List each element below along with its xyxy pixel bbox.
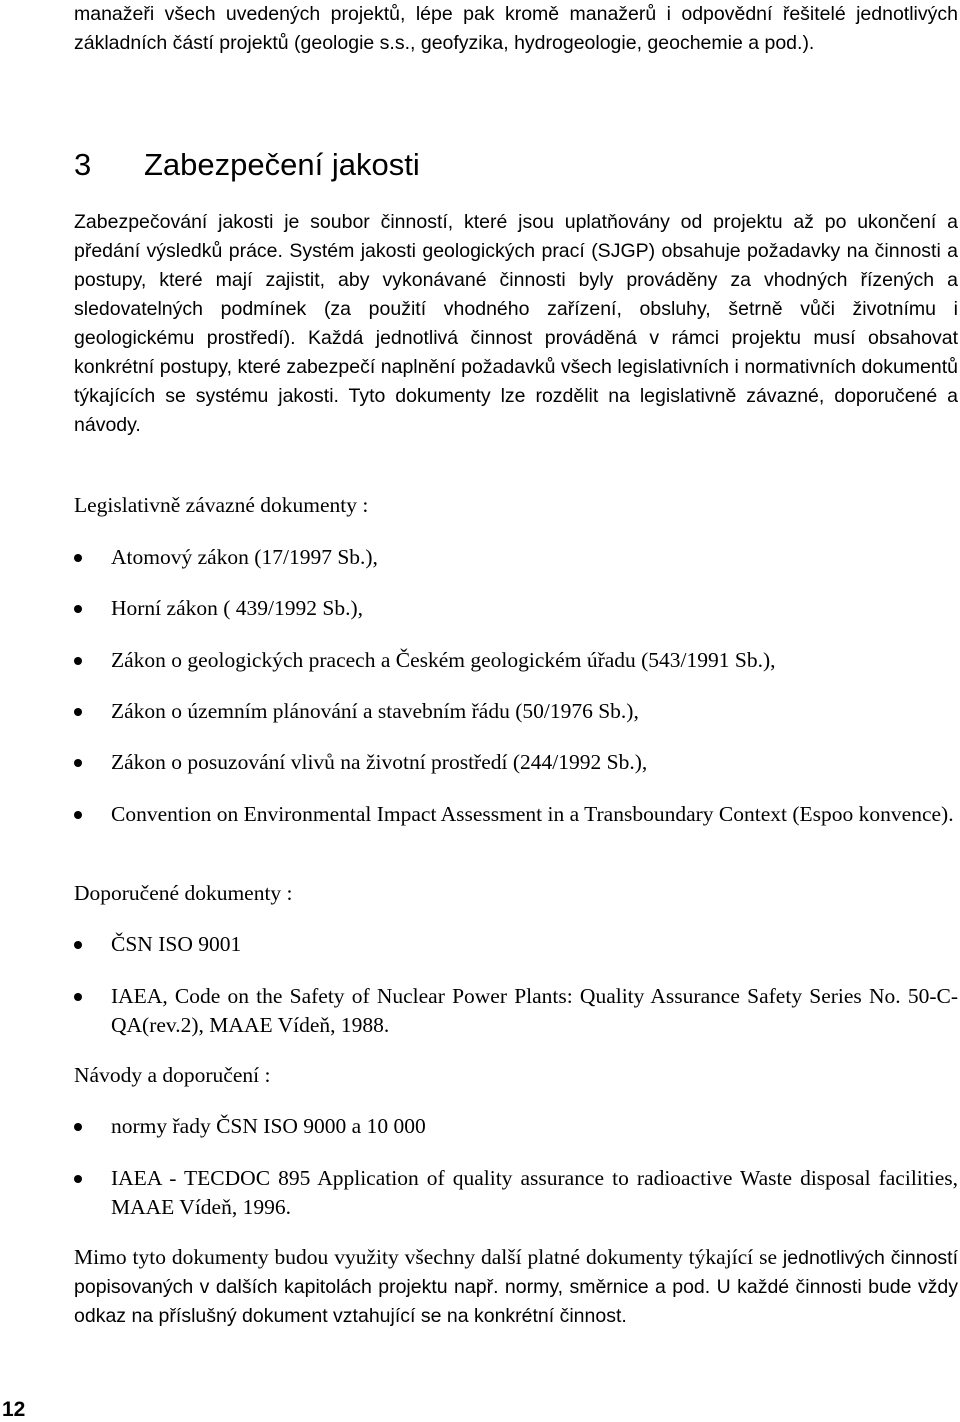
list-item-text: Zákon o územním plánování a stavebním řádu (50/1976 Sb.), <box>111 699 639 723</box>
list-item-text: ČSN ISO 9001 <box>111 932 242 956</box>
list-item <box>74 982 958 1040</box>
list-item-text: IAEA - TECDOC 895 Application of quality assurance to radioactive Waste disposal facilities, MAAE Vídeň, 1996. <box>111 1166 958 1219</box>
list-item-text: normy řady ČSN ISO 9000 a 10 000 <box>111 1114 426 1138</box>
bullet-icon <box>74 554 82 562</box>
list-item <box>74 1112 958 1141</box>
bullet-icon <box>74 811 82 819</box>
bullet-icon <box>74 993 82 1001</box>
list-item <box>74 930 958 959</box>
list-item <box>74 594 958 623</box>
guides-heading: Návody a doporučení : <box>74 1063 271 1087</box>
intro-paragraph-text: manažeři všech uvedených projektů, lépe pak kromě manažerů i odpovědní řešitelé jednotlivých základních částí projektů (geologie s.s., geofyzika, hydrogeologie, geochemie a pod.). <box>74 3 958 54</box>
list-item <box>74 646 958 675</box>
list-item-text: Zákon o geologických pracech a Českém geologickém úřadu (543/1991 Sb.), <box>111 648 776 672</box>
list-item-text: Convention on Environmental Impact Assessment in a Transboundary Context (Espoo konvence). <box>111 802 954 826</box>
bullet-icon <box>74 1123 82 1131</box>
section-title-text: Zabezpečení jakosti <box>144 147 420 182</box>
bullet-icon <box>74 657 82 665</box>
main-paragraph-part1: Zabezpečování jakosti je soubor činností, které jsou uplatňovány od projektu až po ukončení a předání výsledků práce. <box>74 211 958 262</box>
list-item <box>74 543 958 572</box>
section-title <box>74 145 958 185</box>
main-paragraph <box>74 208 958 440</box>
list-item <box>74 800 958 829</box>
intro-paragraph <box>74 0 958 58</box>
bullet-icon <box>74 708 82 716</box>
list-item-text: Zákon o posuzování vlivů na životní prostředí (244/1992 Sb.), <box>111 750 648 774</box>
bullet-icon <box>74 605 82 613</box>
list-item-text: Horní zákon ( 439/1992 Sb.), <box>111 596 363 620</box>
list-item-text: Atomový zákon (17/1997 Sb.), <box>111 545 378 569</box>
list-item <box>74 697 958 726</box>
section-number: 3 <box>74 147 92 182</box>
closing-paragraph-part1: Mimo tyto dokumenty budou využity všechny další platné dokumenty týkající se <box>74 1245 783 1269</box>
bullet-icon <box>74 941 82 949</box>
recommended-heading: Doporučené dokumenty : <box>74 881 293 905</box>
list-item <box>74 748 958 777</box>
main-paragraph-part2: Systém jakosti geologických prací (SJGP) obsahuje požadavky na činnosti a postupy, které mají zajistit, aby vykonávané činnosti byly prováděny za vhodných řízených a sledovatelných podmínek (za použití vhodného zařízení, obsluhy, šetrně vůči životnímu i geologickému prostředí). <box>74 240 959 349</box>
bullet-icon <box>74 759 82 767</box>
legislative-heading: Legislativně závazné dokumenty : <box>74 493 369 517</box>
main-paragraph-part3: Každá jednotlivá činnost prováděná v rámci projektu musí obsahovat konkrétní postupy, které zabezpečí naplnění požadavků všech legislativních i normativních dokumentů týkajících se systému jakosti. Tyto dokumenty lze rozdělit na legislativně závazné, doporučené a návody. <box>74 327 959 436</box>
section-heading <box>74 145 958 185</box>
list-item-text: IAEA, Code on the Safety of Nuclear Power Plants: Quality Assurance Safety Series No. 50-C-QA(rev.2), MAAE Vídeň, 1988. <box>111 984 958 1037</box>
closing-paragraph <box>74 1243 958 1331</box>
bullet-icon <box>74 1175 82 1183</box>
page-number: 12 <box>2 1398 26 1421</box>
closing-paragraph-part2: jednotlivých činností popisovaných v dalších kapitolách projektu např. normy, směrnice a pod. U každé činnosti bude vždy odkaz na příslušný dokument vztahující se na konkrétní činnost. <box>74 1247 958 1327</box>
list-item <box>74 1164 958 1222</box>
